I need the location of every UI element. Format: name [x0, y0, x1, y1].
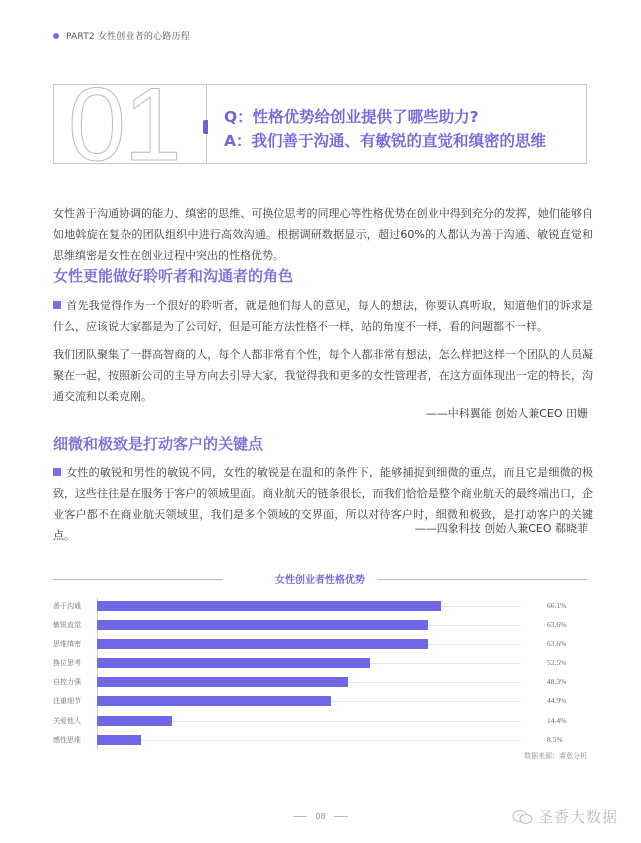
section1-quote1 [53, 295, 593, 337]
value-label: 52.5% [547, 658, 567, 668]
chart-row [53, 674, 587, 693]
watermark-text: 圣香大数据 [538, 808, 619, 826]
chart-title: 女性创业者性格优势 [275, 575, 365, 586]
chart-rows [53, 598, 587, 751]
bullet-dot-icon [53, 33, 59, 39]
bar [97, 658, 370, 668]
chart-row [53, 598, 587, 617]
wechat-icon [512, 809, 534, 825]
bar [97, 601, 441, 611]
chart-row [53, 713, 587, 732]
category-label: 自控力强 [53, 678, 81, 687]
bar [97, 716, 172, 726]
section1-quote2: 我们团队聚集了一群高智商的人，每个人都非常有个性，每个人都非常有想法，怎么样把这样一个团队的人员凝聚在一起，按照新公司的主导方向去引导大家，我觉得我和更多的女性管理者，在这方面体现出一定的特长，沟通交流和以柔克刚。 [53, 348, 593, 403]
answer: A：我们善于沟通、有敏锐的直觉和缜密的思维 [224, 132, 546, 150]
chart-row [53, 732, 587, 751]
qa-box [53, 84, 587, 164]
square-bullet-icon [53, 301, 61, 309]
bar [97, 677, 348, 687]
watermark [512, 806, 618, 827]
dash [293, 816, 307, 817]
qa-text [224, 105, 546, 153]
value-label: 44.9% [547, 696, 567, 706]
number-area [54, 85, 206, 163]
page-number-text: 08 [315, 812, 326, 821]
track-line [97, 740, 521, 741]
category-label: 注重细节 [53, 697, 81, 706]
square-bullet-icon [53, 468, 61, 476]
value-label: 14.4% [547, 715, 567, 725]
section2-heading: 细微和极致是打动客户的关键点 [53, 435, 264, 453]
title-rule-right [377, 579, 587, 580]
bar [97, 639, 428, 649]
chart-title-row [53, 568, 587, 588]
bar [97, 696, 331, 706]
section-number: 01 [68, 85, 180, 163]
value-label: 63.6% [547, 620, 567, 630]
section2-signature: ——四象科技 创始人兼CEO 郗晓菲 [414, 522, 588, 535]
section-header [53, 29, 190, 42]
category-label: 感性思维 [53, 735, 81, 744]
bar-chart [53, 568, 587, 760]
section-label: PART2 女性创业者的心路历程 [66, 32, 190, 42]
question: Q：性格优势给创业提供了哪些助力? [224, 108, 479, 126]
chart-source: 数据来源：睿意分析 [524, 752, 587, 760]
value-label: 63.6% [547, 639, 567, 649]
section1-heading: 女性更能做好聆听者和沟通者的角色 [53, 267, 294, 285]
tab-marker-icon [203, 120, 208, 134]
dash [334, 816, 348, 817]
bar [97, 735, 141, 745]
category-label: 敏锐直觉 [53, 621, 81, 630]
category-label: 关爱他人 [53, 716, 81, 725]
bar [97, 620, 428, 630]
category-label: 思维缜密 [53, 640, 81, 649]
category-label: 善于沟通 [53, 602, 81, 610]
value-label: 48.3% [547, 677, 567, 687]
intro-paragraph: 女性善于沟通协调的能力、缜密的思维、可换位思考的同理心等性格优势在创业中得到充分的发挥，她们能够自如地斡旋在复杂的团队组织中进行高效沟通。根据调研数据显示，超过60%的人都认为善于沟通、敏锐直觉和思维缜密是女性在创业过程中突出的性格优势。 [53, 207, 593, 262]
quote1-text: 首先我觉得作为一个很好的聆听者，就是他们每人的意见，每人的想法，你要认真听取，知道他们的诉求是什么，应该说大家都是为了公司好，但是可能方法性格不一样，站的角度不一样，看的问题都不一样。 [53, 299, 593, 333]
chart-row [53, 655, 587, 674]
value-label: 8.5% [547, 734, 563, 744]
category-label: 换位思考 [53, 659, 81, 668]
quote-text: 女性的敏锐和男性的敏锐不同，女性的敏锐是在温和的条件下，能够捕捉到细微的重点，而且它是细微的极致，这些往往是在服务于客户的领域里面。商业航天的链条很长，而我们恰恰是整个商业航天的最终端出口，企业客户都不在商业航天领域里，我们是多个领域的交界面，所以对待客户时，细微和极致，是打动客户的关键点。 [53, 466, 593, 542]
chart-row [53, 636, 587, 655]
chart-row [53, 617, 587, 636]
value-label: 66.1% [547, 601, 567, 610]
chart-row [53, 693, 587, 712]
section1-signature: ——中科翼能 创始人兼CEO 田姗 [425, 407, 588, 420]
